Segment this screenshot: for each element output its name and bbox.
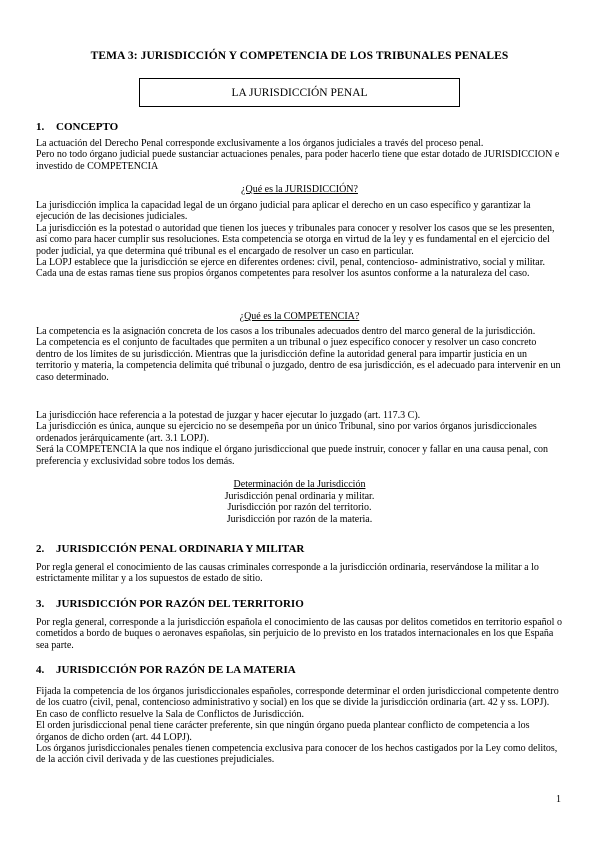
section-2-body — [36, 562, 563, 585]
competencia-block — [36, 326, 563, 383]
list-item: Jurisdicción por razón de la materia. — [226, 513, 373, 525]
determinacion-list — [36, 479, 563, 525]
section-2-heading — [36, 543, 304, 555]
document-title: TEMA 3: JURISDICCIÓN Y COMPETENCIA DE LOS TRIBUNALES PENALES — [90, 50, 509, 62]
section-box-title — [139, 78, 460, 107]
section-1-intro — [36, 138, 563, 172]
section-3-heading — [36, 598, 304, 610]
section-1-heading — [36, 121, 118, 133]
paragraph: La jurisdicción implica la capacidad legal de un órgano judicial para aplicar el derecho en un caso específico y garantizar la ejecución de las decisiones judiciales. — [36, 200, 531, 223]
paragraph: Será la COMPETENCIA la que nos indique el órgano jurisdiccional que puede instruir, conocer y fallar en una causa penal, con preferencia y exclusividad sobre todos los demás. — [36, 444, 549, 467]
section-3-number: 3. — [36, 598, 45, 610]
section-1-number: 1. — [36, 121, 45, 133]
page-number: 1 — [556, 794, 561, 805]
paragraph: La jurisdicción es la potestad o autoridad que tienen los jueces y tribunales para conocer y resolver los casos que se les presenten, así como para hacer cumplir sus resoluciones. Esta competencia se otorga en virtud de la ley y es fundamental en el ejercicio del poder judicial, ya que determina qué tribunal es el encargado de resolver un caso en particular. — [36, 222, 555, 257]
section-3-title: JURISDICCIÓN POR RAZÓN DEL TERRITORIO — [56, 598, 304, 610]
paragraph: Pero no todo órgano judicial puede sustanciar actuaciones penales, para poder hacerlo tiene que estar dotado de JURISDICCION e investido de COMPETENCIA — [36, 149, 560, 172]
determinacion-title: Determinación de la Jurisdicción — [233, 479, 366, 490]
section-4-heading — [36, 664, 296, 676]
subheading-competencia: ¿Qué es la COMPETENCIA? — [239, 311, 360, 322]
section-1-title: CONCEPTO — [56, 121, 119, 133]
paragraph: Por regla general el conocimiento de las causas criminales corresponde a la jurisdicción ordinaria, reservándose la militar a lo estrictamente militar y a los supuestos de estado de sitio. — [36, 562, 539, 585]
section-4-body — [36, 686, 563, 766]
paragraph: La jurisdicción es única, aunque su ejercicio no se desempeña por un único Tribunal, sino por varios órganos jurisdiccionales ordenados jerárquicamente (art. 3.1 LOPJ). — [36, 421, 537, 444]
jurisdiccion-rules-block — [36, 410, 563, 467]
paragraph: Por regla general, corresponde a la jurisdicción española el conocimiento de las causas por delitos cometidos en territorio español o cometidos a bordo de buques o aeronaves españolas, sin perjuicio de lo previsto en los tratados internacionales en los que España sea parte. — [36, 617, 562, 651]
section-4-title: JURISDICCIÓN POR RAZÓN DE LA MATERIA — [56, 664, 296, 676]
subheading-jurisdiccion: ¿Qué es la JURISDICCIÓN? — [241, 184, 358, 195]
paragraph: El orden jurisdiccional penal tiene carácter preferente, sin que ningún órgano pueda plantear conflicto de competencia a los órganos de dicho orden (art. 44 LOPJ). — [36, 720, 530, 743]
paragraph: Fijada la competencia de los órganos jurisdiccionales españoles, corresponde determinar el orden jurisdiccional competente dentro de los cuatro (civil, penal, contencioso administrativo y social) en los que se divide la jurisdicción ordinaria (art. 42 y ss. LOPJ). — [36, 686, 559, 709]
paragraph: La jurisdicción hace referencia a la potestad de juzgar y hacer ejecutar lo juzgado (art. 117.3 C). — [36, 410, 421, 421]
paragraph: La competencia es la asignación concreta de los casos a los tribunales adecuados dentro del marco general de la jurisdicción. — [36, 326, 536, 337]
paragraph: En caso de conflicto resuelve la Sala de Conflictos de Jurisdicción. — [36, 708, 304, 720]
section-4-number: 4. — [36, 664, 45, 676]
paragraph: Los órganos jurisdiccionales penales tienen competencia exclusiva para conocer de los hechos castigados por la Ley como delitos, de la acción civil derivada y de las cuestiones prejudiciales. — [36, 743, 558, 766]
paragraph: La competencia es el conjunto de facultades que permiten a un tribunal o juez específico conocer y resolver un caso concreto dentro de los límites de su jurisdicción. Mientras que la jurisdicción define la autoridad general para impartir justicia en un territorio y materia, la competencia delimita qué tribunal o juzgado, dentro de esa jurisdicción, es el adecuado para intervenir en un caso determinado. — [36, 337, 561, 383]
boxed-title-text: LA JURISDICCIÓN PENAL — [231, 86, 368, 99]
paragraph: La LOPJ establece que la jurisdicción se ejerce en diferentes ordenes: civil, penal, contencioso- administrativo, social y militar. Cada una de estas ramas tiene sus propios órganos competentes para resolver los asuntos conforme a la naturaleza del caso. — [36, 257, 545, 280]
section-2-title: JURISDICCIÓN PENAL ORDINARIA Y MILITAR — [56, 543, 305, 555]
list-item: Jurisdicción por razón del territorio. — [227, 502, 372, 514]
jurisdiccion-block — [36, 200, 563, 280]
section-3-body — [36, 617, 563, 651]
paragraph: La actuación del Derecho Penal corresponde exclusivamente a los órganos judiciales a través del proceso penal. — [36, 138, 484, 149]
section-2-number: 2. — [36, 543, 45, 555]
list-item: Jurisdicción penal ordinaria y militar. — [224, 490, 375, 502]
